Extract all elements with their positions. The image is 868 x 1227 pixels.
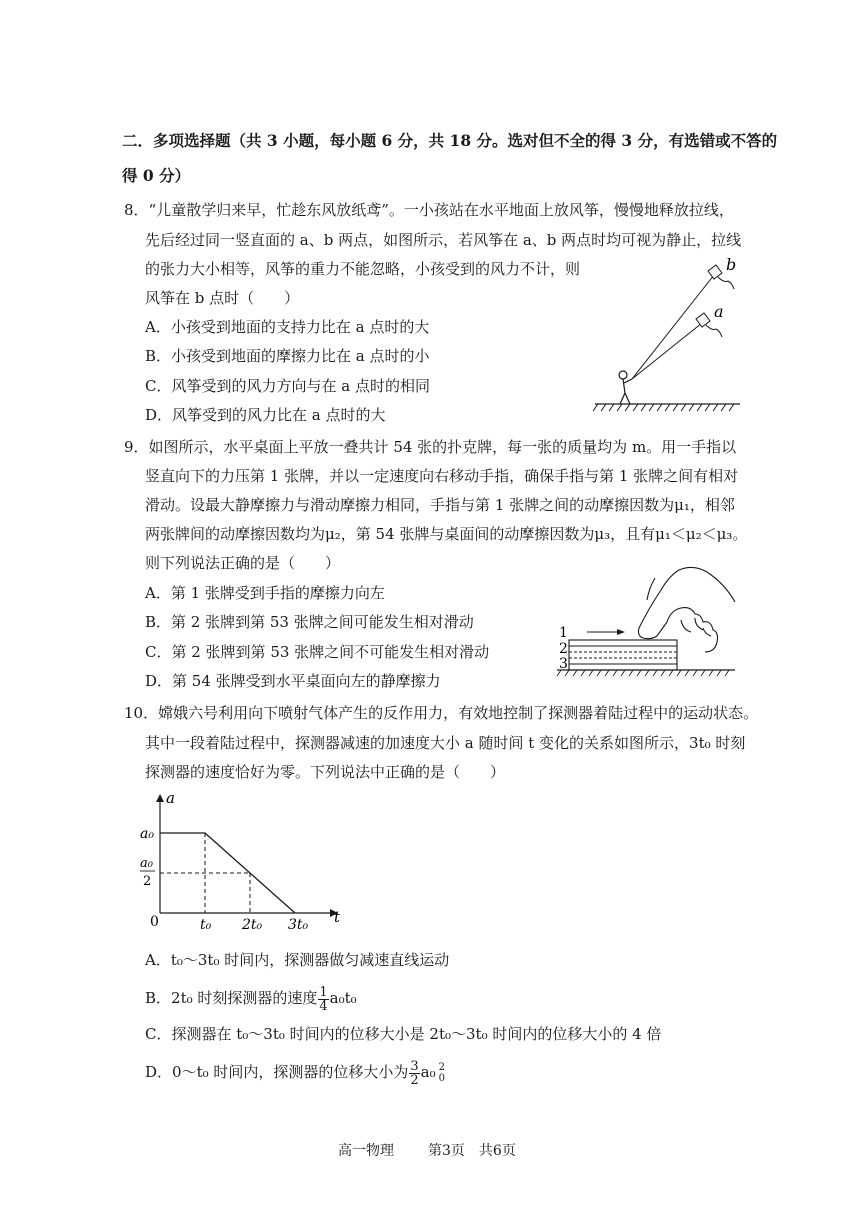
y-tick-a0: a₀ [140, 826, 154, 842]
y-axis-label: a [166, 789, 175, 807]
q8-stem-line2: 先后经过同一竖直面的 a、b 两点，如图所示，若风筝在 a、b 两点时均可视为静止，拉线 [145, 231, 742, 249]
q10-option-b-fraction [318, 986, 328, 1013]
card-label-1: 1 [559, 625, 568, 641]
q9-stem-line2: 竖直向下的力压第 1 张牌，并以一定速度向右移动手指，确保手指与第 1 张牌之间有相对 [145, 467, 739, 485]
x-tick-2t0: 2t₀ [242, 917, 263, 933]
x-tick-3t0: 3t₀ [288, 917, 309, 933]
card-stack-figure [555, 560, 745, 680]
q8-option-b: B．小孩受到地面的摩擦力比在 a 点时的小 [145, 347, 430, 365]
y-tick-half-den: 2 [143, 874, 152, 889]
x-axis-label: t [334, 908, 341, 926]
q10-option-a: A．t₀～3t₀ 时间内，探测器做匀减速直线运动 [145, 951, 450, 969]
x-tick-t0: t₀ [200, 917, 212, 933]
q10-option-d [145, 1052, 445, 1092]
y-tick-half-num: a₀ [140, 856, 153, 871]
footer-page-number: 第3页 共6页 [428, 1143, 516, 1159]
q10-stem-line2: 其中一段着陆过程中，探测器减速的加速度大小 a 随时间 t 变化的关系如图所示，3t₀ 时刻 [145, 734, 746, 752]
q10-option-d-num: 3 [410, 1058, 419, 1074]
q9-option-c: C．第 2 张牌到第 53 张牌之间不可能发生相对滑动 [145, 643, 490, 661]
acceleration-time-graph [130, 788, 350, 938]
q9-stem-line4: 两张牌间的动摩擦因数均为μ₂，第 54 张牌与桌面间的动摩擦因数为μ₃，且有μ₁＜μ₂＜μ₃。 [145, 525, 748, 543]
q9-stem-line5: 则下列说法正确的是（ ） [145, 554, 341, 572]
kite-figure [590, 255, 750, 415]
q8-stem-line1: 8．“儿童散学归来早，忙趁东风放纸鸢”。一小孩站在水平地面上放风筝，慢慢地释放拉线， [124, 201, 734, 219]
q9-stem-line1: 9．如图所示，水平桌面上平放一叠共计 54 张的扑克牌，每一张的质量均为 m。用一手指以 [124, 438, 737, 456]
q10-option-d-sub: 0 [438, 1073, 446, 1084]
q8-stem-line4: 风筝在 b 点时（ ） [145, 289, 300, 307]
q10-stem-line1: 10．嫦娥六号利用向下喷射气体产生的反作用力，有效地控制了探测器着陆过程中的运动状态。 [124, 704, 759, 722]
origin-label: 0 [150, 914, 159, 930]
q8-option-a: A．小孩受到地面的支持力比在 a 点时的大 [145, 318, 430, 336]
q10-option-d-text: D．0～t₀ 时间内，探测器的位移大小为 [145, 1063, 409, 1081]
hand-icon [639, 567, 736, 652]
q9-option-b: B．第 2 张牌到第 53 张牌之间可能发生相对滑动 [145, 613, 474, 631]
kite-label-b: b [726, 255, 737, 274]
kite-label-a: a [714, 302, 724, 321]
q10-option-b-num: 1 [319, 984, 328, 1000]
footer-subject: 高一物理 [338, 1143, 394, 1159]
q10-option-b-tail: a₀t₀ [329, 989, 357, 1007]
card-label-3: 3 [559, 656, 568, 672]
q9-option-d: D．第 54 张牌受到水平桌面向左的静摩擦力 [145, 672, 441, 690]
q8-option-c: C．风筝受到的风力方向与在 a 点时的相同 [145, 377, 430, 395]
q10-option-b [145, 980, 357, 1016]
q10-option-d-tail: a₀ [420, 1063, 436, 1081]
q9-option-a: A．第 1 张牌受到手指的摩擦力向左 [145, 584, 385, 602]
section-heading-cont: 得 0 分） [122, 166, 191, 185]
q10-option-b-text: B．2t₀ 时刻探测器的速度 [145, 989, 318, 1007]
card-label-2: 2 [559, 641, 568, 657]
q8-stem-line3: 的张力大小相等，风筝的重力不能忽略，小孩受到的风力不计，则 [145, 260, 581, 278]
q10-stem-line3: 探测器的速度恰好为零。下列说法中正确的是（ ） [145, 763, 506, 781]
child-figure [619, 371, 632, 404]
section-heading: 二．多项选择题（共 3 小题，每小题 6 分，共 18 分。选对但不全的得 3 分，有选错或不答的 [122, 131, 778, 150]
q10-option-d-fraction [409, 1060, 419, 1087]
q10-option-b-den: 4 [319, 998, 328, 1014]
q8-option-d: D．风筝受到的风力比在 a 点时的大 [145, 406, 386, 424]
q10-option-d-sup: 2 [438, 1062, 446, 1073]
q10-option-c: C．探测器在 t₀～3t₀ 时间内的位移大小是 2t₀～3t₀ 时间内的位移大小的 4 倍 [145, 1025, 662, 1043]
q9-stem-line3: 滑动。设最大静摩擦力与滑动摩擦力相同，手指与第 1 张牌之间的动摩擦因数为μ₁，相邻 [145, 496, 735, 514]
q10-option-d-den: 2 [410, 1072, 419, 1088]
